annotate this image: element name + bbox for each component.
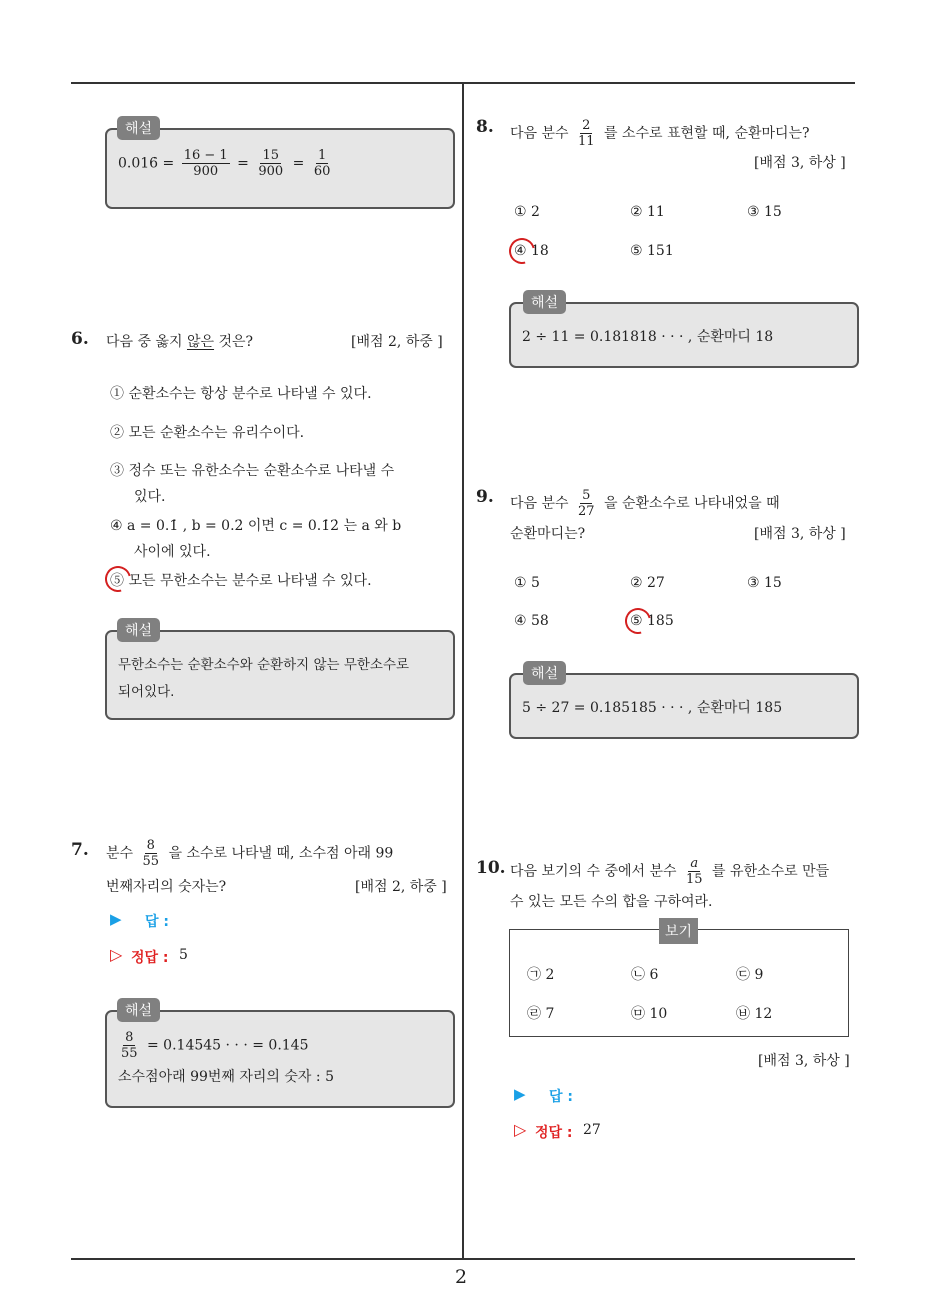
q5-explanation-tag: 해설 bbox=[117, 116, 160, 140]
q8-choice-5[interactable]: ⑤ 151 bbox=[630, 243, 674, 259]
q9-choice-3[interactable]: ③ 15 bbox=[747, 575, 782, 591]
q7-correct-value: 5 bbox=[179, 947, 188, 963]
q6-number: 6. bbox=[71, 329, 89, 349]
q7-number: 7. bbox=[71, 840, 89, 860]
q8-choice-2[interactable]: ② 11 bbox=[630, 204, 665, 220]
q7-explanation-line2: 소수점아래 99번째 자리의 숫자 : 5 bbox=[118, 1069, 334, 1085]
q6-choice-1[interactable]: ① 순환소수는 항상 분수로 나타낼 수 있다. bbox=[110, 386, 372, 402]
q10-correct-label: 정답 : bbox=[535, 1125, 573, 1141]
q7-answer-label[interactable]: 답 : bbox=[145, 914, 169, 930]
q9-prompt-line2: 순환마디는? bbox=[510, 526, 586, 542]
q10-answer-label[interactable]: 답 : bbox=[549, 1089, 573, 1105]
q9-explanation-text: 5 ÷ 27 = 0.185185 · · · , 순환마디 185 bbox=[522, 700, 783, 716]
q6-choice-2[interactable]: ② 모든 순환소수는 유리수이다. bbox=[110, 425, 305, 441]
q5-explanation-formula: 0.016̇ = $\frac{16 - 1}{900}$ = $\frac{15}{900}$ = $\frac{1}{60}$ bbox=[118, 148, 331, 179]
q10-bogi-item-6: ㉥ 12 bbox=[736, 1006, 773, 1022]
q5-fraction-3: $\frac{1}{60}$ bbox=[313, 148, 331, 179]
q9-points: [배점 3, 하상 ] bbox=[754, 526, 846, 542]
q8-choice-1[interactable]: ① 2 bbox=[514, 204, 540, 220]
q10-bogi-item-4: ㉣ 7 bbox=[527, 1006, 555, 1022]
q10-bogi-item-1: ㉠ 2 bbox=[527, 967, 555, 983]
q10-correct-arrow-icon: ▷ bbox=[514, 1120, 527, 1139]
q6-selected-mark bbox=[100, 561, 136, 597]
q7-fraction: $\frac{8}{55}$ bbox=[142, 838, 160, 869]
column-divider bbox=[462, 83, 464, 1259]
q10-answer-arrow-icon: ▶ bbox=[514, 1085, 526, 1103]
q7-explanation-tag: 해설 bbox=[117, 998, 160, 1022]
page-number: 2 bbox=[455, 1266, 468, 1288]
q9-prompt: 다음 분수 $\frac{5}{27}$ 을 순환소수로 나타내었을 때 bbox=[510, 488, 780, 519]
q7-answer-arrow-icon: ▶ bbox=[110, 910, 122, 928]
q5-fraction-2: $\frac{15}{900}$ bbox=[258, 148, 284, 179]
q8-points: [배점 3, 하상 ] bbox=[754, 155, 846, 171]
q8-number: 8. bbox=[476, 117, 494, 137]
q8-prompt: 다음 분수 $\frac{2}{11}$ 를 소수로 표현할 때, 순환마디는? bbox=[510, 118, 810, 149]
q8-selected-mark bbox=[504, 233, 540, 269]
q7-correct-label: 정답 : bbox=[131, 950, 169, 966]
q7-explanation-formula: $\frac{8}{55}$ = 0.14545 · · · = 0.14̇5̇ bbox=[121, 1030, 309, 1061]
q6-choice-3[interactable]: ③ 정수 또는 유한소수는 순환소수로 나타낼 수 bbox=[110, 463, 395, 479]
q7-prompt-line2: 번째자리의 숫자는? bbox=[106, 879, 227, 895]
q6-choice-3-cont: 있다. bbox=[134, 489, 166, 505]
q10-points: [배점 3, 하상 ] bbox=[758, 1053, 850, 1069]
q10-prompt-line2: 수 있는 모든 수의 합을 구하여라. bbox=[510, 894, 713, 910]
q8-choice-3[interactable]: ③ 15 bbox=[747, 204, 782, 220]
q9-choice-5[interactable]: ⑤ 185 bbox=[630, 613, 674, 629]
q6-points: [배점 2, 하중 ] bbox=[351, 334, 443, 350]
q8-fraction: $\frac{2}{11}$ bbox=[578, 118, 595, 149]
q10-bogi-tag: 보기 bbox=[659, 918, 698, 944]
q10-bogi-box bbox=[509, 929, 849, 1037]
q7-correct-arrow-icon: ▷ bbox=[110, 945, 123, 964]
q6-explanation-line2: 되어있다. bbox=[118, 684, 175, 700]
q10-number: 10. bbox=[476, 858, 506, 878]
q6-explanation-box bbox=[105, 630, 455, 720]
q9-choice-4[interactable]: ④ 58 bbox=[514, 613, 549, 629]
q7-points: [배점 2, 하중 ] bbox=[355, 879, 447, 895]
q10-correct-value: 27 bbox=[583, 1122, 601, 1138]
q9-number: 9. bbox=[476, 487, 494, 507]
bottom-rule bbox=[71, 1258, 855, 1260]
q10-bogi-item-3: ㉢ 9 bbox=[736, 967, 764, 983]
q9-explanation-tag: 해설 bbox=[523, 661, 566, 685]
q6-choice-5[interactable]: ⑤ 모든 무한소수는 분수로 나타낼 수 있다. bbox=[110, 573, 372, 589]
q7-explain-fraction: $\frac{8}{55}$ bbox=[121, 1030, 138, 1061]
q6-prompt: 다음 중 옳지 않은 것은? bbox=[106, 334, 254, 350]
q5-lhs: 0.016̇ = bbox=[118, 155, 175, 172]
q10-bogi-item-2: ㉡ 6 bbox=[631, 967, 659, 983]
q10-bogi-item-5: ㉤ 10 bbox=[631, 1006, 668, 1022]
q10-prompt: 다음 보기의 수 중에서 분수 $\frac{a}{15}$ 를 유한소수로 만들 bbox=[510, 856, 830, 887]
q9-choice-2[interactable]: ② 27 bbox=[630, 575, 665, 591]
q5-fraction-1: $\frac{16 - 1}{900}$ bbox=[183, 148, 228, 179]
q8-explanation-text: 2 ÷ 11 = 0.181818 · · · , 순환마디 18 bbox=[522, 329, 774, 345]
q6-choice-4[interactable]: ④ a = 0.1̇ , b = 0.2̇ 이면 c = 0.1̇2̇ 는 a 와 b bbox=[110, 518, 402, 534]
q9-selected-mark bbox=[620, 603, 656, 639]
q6-choice-4-cont: 사이에 있다. bbox=[134, 544, 211, 560]
q8-choice-4[interactable]: ④ 18 bbox=[514, 243, 549, 259]
q8-explanation-tag: 해설 bbox=[523, 290, 566, 314]
q9-fraction: $\frac{5}{27}$ bbox=[578, 488, 595, 519]
q6-explanation-line1: 무한소수는 순환소수와 순환하지 않는 무한소수로 bbox=[118, 657, 410, 673]
q10-fraction: $\frac{a}{15}$ bbox=[686, 856, 703, 887]
q9-choice-1[interactable]: ① 5 bbox=[514, 575, 540, 591]
q7-prompt: 분수 $\frac{8}{55}$ 을 소수로 나타낼 때, 소수점 아래 99 bbox=[106, 838, 394, 869]
q6-explanation-tag: 해설 bbox=[117, 618, 160, 642]
